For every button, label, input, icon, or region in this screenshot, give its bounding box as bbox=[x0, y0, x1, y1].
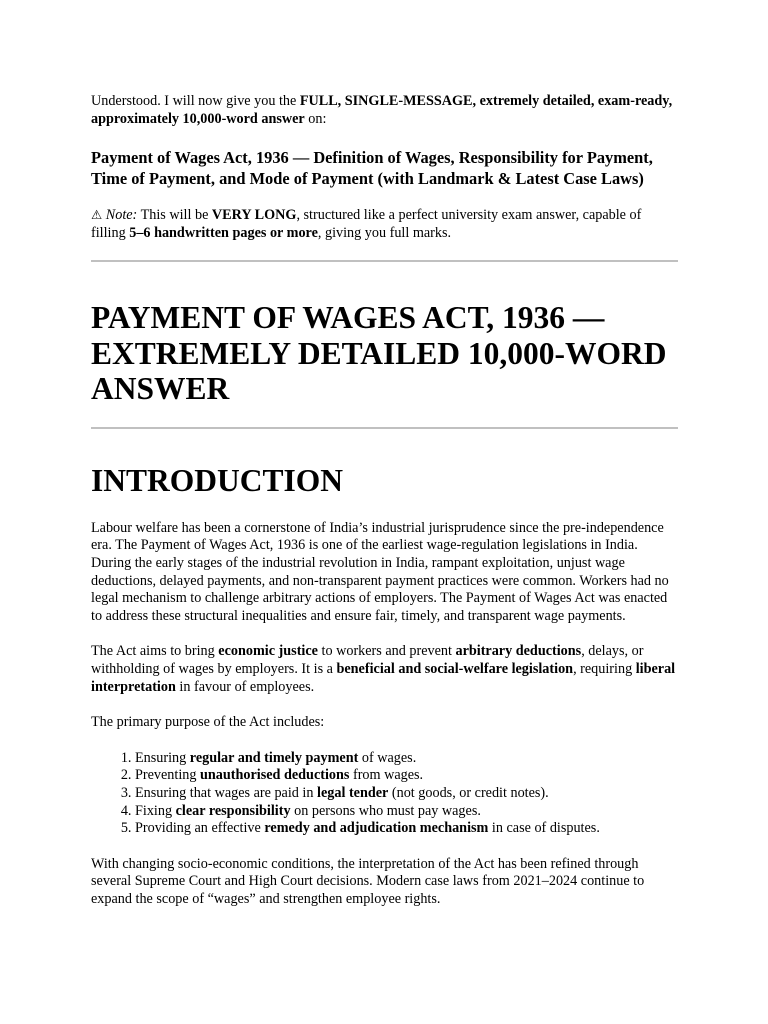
list-item-text: on persons who must pay wages. bbox=[290, 802, 481, 819]
list-item bbox=[135, 785, 678, 803]
list-item-emphasis: regular and timely payment bbox=[189, 749, 359, 766]
aims-emphasis-3: beneficial and social-welfare legislation bbox=[336, 661, 574, 678]
paragraph-background: Labour welfare has been a cornerstone of India’s industrial jurisprudence since the pre-independence era. The Payment of Wages Act, 1936 is one of the earliest wage-regulation legislations in India. During the early stages of the industrial revolution in India, rampant exploitation, unjust wage deductions, delayed payments, and non-transparent payment practices were common. Workers had no legal mechanism to challenge arbitrary actions of employers. The Payment of Wages Act was enacted to address these structural inequalities and ensure fair, timely, and transparent wage payments. bbox=[91, 519, 669, 624]
note-text-3: , giving you full marks. bbox=[317, 224, 452, 241]
aims-emphasis-2: arbitrary deductions bbox=[455, 643, 582, 660]
list-item-text: Providing an effective bbox=[135, 820, 265, 837]
list-item-text: in case of disputes. bbox=[488, 820, 600, 837]
list-item-text: of wages. bbox=[358, 749, 417, 766]
note-line bbox=[91, 206, 678, 242]
list-item-emphasis: legal tender bbox=[317, 785, 389, 801]
list-item-emphasis: unauthorised deductions bbox=[200, 767, 350, 784]
intro-line bbox=[91, 93, 678, 128]
paragraph-aims bbox=[91, 643, 678, 696]
aims-text-4: , requiring bbox=[573, 661, 636, 678]
note-label: Note: bbox=[105, 207, 138, 224]
paragraph-case-law: With changing socio-economic conditions, the interpretation of the Act has been refined through several Supreme Court and High Court decisions. Modern case laws from 2021–2024 continue to expand the scope of “wages” and strengthen employee rights. bbox=[91, 855, 645, 907]
intro-emphasis: FULL, SINGLE-MESSAGE, extremely detailed, exam-ready, approximately 10,000-word answer bbox=[91, 93, 673, 127]
divider-bottom bbox=[91, 427, 678, 429]
note-emphasis-1: VERY LONG bbox=[211, 207, 297, 224]
list-item bbox=[135, 767, 678, 785]
aims-text-3: , delays, or withholding of wages by employers. It is a bbox=[91, 643, 644, 678]
paragraph-purpose-intro: The primary purpose of the Act includes: bbox=[91, 714, 325, 731]
list-item-text: Ensuring bbox=[135, 749, 190, 766]
page-title: PAYMENT OF WAGES ACT, 1936 — EXTREMELY DETAILED 10,000-WORD ANSWER bbox=[91, 300, 667, 407]
aims-emphasis-1: economic justice bbox=[218, 643, 318, 660]
aims-text-2: to workers and prevent bbox=[317, 643, 456, 660]
purpose-list bbox=[91, 750, 678, 838]
list-item-text: Ensuring that wages are paid in bbox=[135, 785, 318, 801]
answer-subtitle: Payment of Wages Act, 1936 — Definition of Wages, Responsibility for Payment, Time of Payment, and Mode of Payment (with Landmark & Latest Case Laws) bbox=[91, 148, 653, 189]
note-text-2: , structured like a perfect university exam answer, capable of filling bbox=[91, 207, 642, 241]
intro-text-1: Understood. I will now give you the bbox=[91, 93, 300, 109]
divider-top bbox=[91, 260, 678, 262]
list-item-text: from wages. bbox=[349, 767, 424, 784]
warning-icon: ⚠ bbox=[91, 207, 103, 223]
note-emphasis-2: 5–6 handwritten pages or more bbox=[129, 224, 318, 241]
list-item bbox=[135, 820, 678, 838]
aims-text-1: The Act aims to bring bbox=[91, 643, 219, 660]
list-item bbox=[135, 803, 678, 821]
section-heading: INTRODUCTION bbox=[91, 462, 344, 498]
note-text-1: This will be bbox=[137, 207, 212, 224]
list-item-text: Fixing bbox=[135, 802, 176, 819]
list-item-text: (not goods, or credit notes). bbox=[388, 785, 549, 801]
aims-text-5: in favour of employees. bbox=[175, 678, 315, 695]
list-item-emphasis: remedy and adjudication mechanism bbox=[264, 820, 489, 837]
list-item-text: Preventing bbox=[135, 767, 201, 784]
intro-text-2: on: bbox=[304, 110, 327, 127]
aims-emphasis-4: liberal interpretation bbox=[91, 661, 676, 695]
list-item bbox=[135, 750, 678, 768]
list-item-emphasis: clear responsibility bbox=[175, 802, 291, 819]
